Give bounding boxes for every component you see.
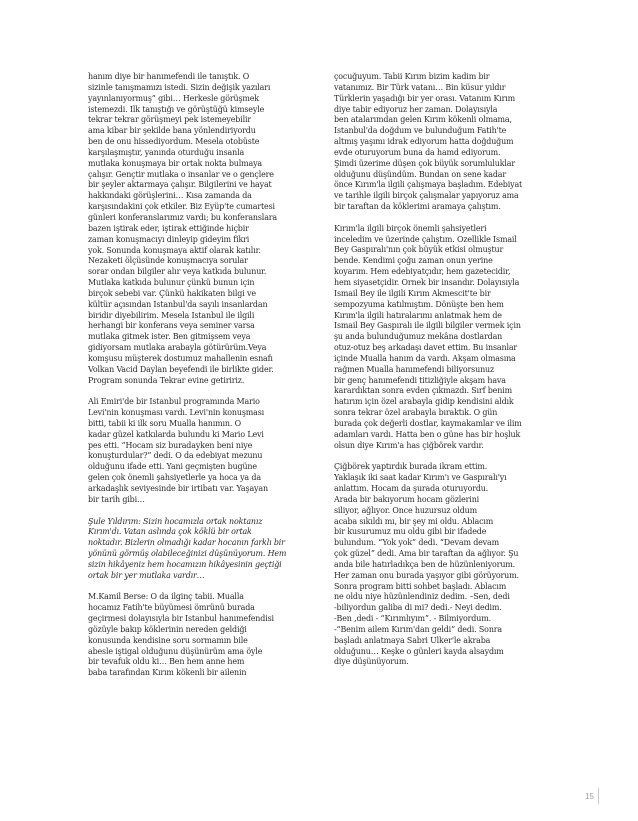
text-line: arkadaşlık seviyesinde bir irtibatı var. Yaşayan — [88, 484, 268, 494]
text-line: olduğunu düşündüm. Bundan on sene kadar — [334, 169, 507, 179]
text-line: şu anda bulunduğumuz mekâna dostlardan — [334, 332, 503, 342]
text-line: Bey Gaspıralı'nın çok büyük etkisi olmuştur — [334, 245, 504, 255]
text-line: kadar güzel katkılarda bulundu ki Mario Levi — [88, 429, 264, 439]
text-line: hakkındaki görüşlerini… Kısa zamanda da — [88, 191, 252, 201]
text-line: Kırım'la ilgili hatıralarımı anlatmak hem de — [334, 310, 502, 320]
text-line: diye düşünüyorum. — [334, 657, 409, 667]
text-line: inceledim ve üzerinde çalıştım. Özellikle İsmail — [334, 234, 517, 244]
text-line: hanım diye bir hanımefendi ile tanıştık. O — [88, 72, 250, 81]
text-line: bulundum. “Yok yok” dedi. “Devam devam — [334, 538, 499, 548]
text-line: olduğunu ifade etti. Yani geçmişten bugüne — [88, 462, 257, 472]
text-line: bir tevafuk oldu ki… Ben hem anne hem — [88, 657, 245, 667]
text-line: biridir diyebilirim. Mesela İstanbul ile ilgili — [88, 310, 255, 320]
text-line: önce Kırım'la ilgili çalışmaya başladım. Edebiyat — [334, 180, 523, 190]
text-line: bitti, tabii ki ilk soru Mualla hanımın. O — [88, 418, 241, 428]
text-line: konusunda kendisine soru sormamın bile — [88, 635, 248, 645]
paragraph — [88, 72, 308, 386]
text-line: pes etti. “Hocam siz buradayken beni niye — [88, 440, 253, 450]
text-line: herhangi bir konferans veya seminer varsa — [88, 321, 255, 331]
text-line: hocamız Fatih'te büyümesi ömrünü burada — [88, 603, 255, 613]
text-line: bir kusurumuz mu oldu gibi bir ifadede — [334, 527, 487, 537]
text-line: baba tarafından Kırım kökenli bir ailenin — [88, 668, 247, 678]
text-line: bir şeyler aktarmaya çalışır. Bilgilerini ve hayat — [88, 180, 272, 190]
text-line: sizin hikâyeniz hem hocamızın hikâyesinin geçtiği — [88, 559, 282, 569]
text-line: Program sonunda Tekrar evine getiririz. — [88, 375, 245, 385]
text-line: Kırım'dı. Vatan aslında çok köklü bir ortak — [88, 527, 252, 537]
text-line: gözüyle bakıp köklerinin nereden geldiği — [88, 624, 247, 634]
text-line: olduğunu… Keşke o günleri kayda alsaydım — [334, 646, 504, 656]
text-line: diye tabir ediyoruz her zaman. Dolayısıyla — [334, 104, 498, 114]
text-line: çocuğuyum. Tabii Kırım bizim kadim bir — [334, 72, 490, 81]
text-line: adamları vardı. Hatta ben o güne has bir hoşluk — [334, 429, 521, 439]
page-number: 15 — [585, 792, 594, 801]
text-line: istemezdi. İlk tanıştığı ve görüştüğü kimseyle — [88, 104, 265, 114]
text-line: karşısındakini çok etkiler. Biz Eyüp'te cumartesi — [88, 202, 275, 212]
text-line: bazen iştirak eder, iştirak ettiğinde hiçbir — [88, 223, 249, 233]
text-line: koyarım. Hem edebiyatçıdır, hem gazetecidir, — [334, 267, 511, 277]
text-line: gidiyorsam mutlaka arabayla götürürüm.Veya — [88, 343, 267, 353]
text-line: konuşturdular?” dedi. O da edebiyat mezunu — [88, 451, 263, 461]
text-line: çok güzel” dedi. Ama bir taraftan da ağlıyor. Şu — [334, 549, 519, 559]
page-number-divider — [598, 788, 599, 804]
text-line: anlattım. Hocam da şurada oturuyordu. — [334, 483, 489, 493]
paragraph — [88, 397, 308, 505]
text-line: komşusu müşterek dostumuz mahallenin esnafı — [88, 353, 273, 363]
paragraph — [88, 592, 308, 679]
text-line: sempozyuma katılmıştım. Dönüşte ben hem — [334, 299, 504, 309]
text-line: mutlaka gitmek ister. Ben gitmişsem veya — [88, 332, 251, 342]
text-line: bir tarih gibi… — [88, 494, 145, 504]
text-line: geçirmesi dolayısıyla bir İstanbul hanımefendisi — [88, 614, 274, 624]
text-line: Volkan Vacid Daylan beyefendi ile birlikte gider. — [88, 364, 274, 374]
text-line: mutlaka konuşmaya bir ortak nokta bulmaya — [88, 158, 263, 168]
text-line: olsun diye Kırım'a has çiğbörek vardır. — [334, 440, 484, 450]
text-line: vatanımız. Bir Türk vatanı… Bin küsur yıldır — [334, 82, 506, 92]
text-line: İsmail Bey ile ilgili Kırım Akmescit'te bir — [334, 288, 491, 298]
text-line: ama kibar bir şekilde bana yönlendiriyordu — [88, 126, 256, 136]
text-line: abesle iştigal olduğunu düşünürüm ama öyle — [88, 646, 263, 656]
text-line: bir taraftan da köklerimi aramaya çalıştım. — [334, 202, 501, 212]
text-line: Çiğbörek yaptırdık burada ikram ettim. — [334, 462, 488, 472]
text-line: bende. Kendimi çoğu zaman onun yerine — [334, 256, 493, 266]
text-line: hem siyasetçidir. Örnek bir insandır. Dolayısıyla — [334, 277, 520, 287]
text-line: sizinle tanışmamızı istedi. Sizin değişik yazıları — [88, 82, 271, 92]
text-line: Ali Emiri'de bir İstanbul programında Mario — [88, 397, 260, 407]
text-line: yayınlanıyormuş” gibi… Herkesle görüşmek — [88, 93, 259, 103]
text-line: ve tarihle ilgili birçok çalışmalar yapıyoruz ama — [334, 191, 519, 201]
text-line: Türklerin yaşadığı bir yer orası. Vatanım Kırım — [334, 93, 516, 103]
text-line: yönünü görmüş olabileceğinizi düşünüyorum. Hem — [88, 549, 287, 559]
text-line: başladı anlatmaya Sabri Ülker'le akraba — [334, 635, 491, 645]
text-line: çalışır. Gençtir mutlaka o insanlar ve o gençlere — [88, 169, 274, 179]
text-line: M.Kamil Berse: O da ilginç tabii. Mualla — [88, 592, 244, 602]
right-column — [334, 72, 554, 679]
paragraph — [334, 72, 554, 213]
text-line: bir genç hanımefendi titizliğiyle akşam hava — [334, 375, 506, 385]
text-line: Her zaman onu burada yaşıyor gibi görüyorum. — [334, 570, 519, 580]
text-line: karşılaşmıştır, yanında oturduğu insanla — [88, 147, 245, 157]
text-line: hatırım için özel arabayla gidip kendisini aldık — [334, 397, 514, 407]
text-line: Nezaketi ölçüsünde konuşmacıya sorular — [88, 256, 248, 266]
text-line: Kırım'la ilgili birçok önemli şahsiyetleri — [334, 223, 487, 233]
text-line: Şule Yıldırım: Sizin hocamızla ortak noktanız — [88, 516, 263, 526]
paragraph — [334, 224, 554, 452]
text-line: Arada bir bakıyorum hocam gözlerini — [334, 494, 480, 504]
text-line: zaman konuşmacıyı dinleyip gideyim fikri — [88, 234, 250, 244]
text-line: -biliyordun galiba di mi? dedi.- Neyi dedim. — [334, 603, 502, 613]
text-line: birçok sebebi var. Çünkü hakikaten bilgi ve — [88, 288, 256, 298]
text-line: acaba sıkıldı mı, bir şey mi oldu. Ablacım — [334, 516, 494, 526]
paragraph — [334, 462, 554, 668]
text-line: İstanbul'da doğdum ve bulunduğum Fatih'te — [334, 126, 507, 136]
text-line: ne oldu niye hüzünlendiniz dedim. –Sen, dedi — [334, 592, 510, 602]
text-line: yok. Sonunda konuşmaya aktif olarak katılır. — [88, 245, 261, 255]
text-line: rağmen Mualla hanımefendi biliyorsunuz — [334, 364, 495, 374]
text-line: tekrar tekrar görüşmeyi pek istemeyebilir — [88, 115, 252, 125]
text-line: otuz-otuz beş arkadaşı davet ettim. Bu insanlar — [334, 343, 518, 353]
text-line: ortak bir yer mutlaka vardır… — [88, 570, 205, 580]
text-line: burada çok değerli dostlar, kaymakamlar ve ilim — [334, 418, 522, 428]
text-line: evde oturuyorum buna da hamd ediyorum. — [334, 147, 501, 157]
text-line: -Ben ,dedi - “Kırımlıyım”. - Bilmiyordum. — [334, 614, 491, 624]
text-line: Mutlaka katkıda bulunur çünkü bunun için — [88, 278, 255, 288]
text-line: karardıktan sonra evden çıkmazdı. Sırf benim — [334, 386, 512, 396]
text-line: Levi'nin konuşması vardı. Levi'nin konuşması — [88, 408, 265, 418]
text-line: sonra tekrar özel arabayla bıraktık. O gün — [334, 408, 498, 418]
text-line: anda bile hatırladıkça ben de hüzünleniyorum. — [334, 559, 516, 569]
text-line: ben de onu hissediyordum. Mesela otobüste — [88, 137, 260, 147]
text-line: ben atalarımdan gelen Kırım kökenli olmama, — [334, 115, 512, 125]
text-line: Yaklaşık iki saat kadar Kırım'ı ve Gaspıralı'yı — [334, 473, 507, 483]
text-line: kültür açısından İstanbul'da sayılı insanlardan — [88, 299, 268, 309]
text-line: gelen çok önemli şahsiyetlerle ya hoca ya da — [88, 473, 261, 483]
text-line: siliyor, ağlıyor. Önce huzursuz oldum — [334, 505, 478, 515]
text-line: -“Benim ailem Kırım'dan geldi” dedi. Sonra — [334, 624, 503, 634]
text-line: İsmail Bey Gaspıralı ile ilgili bilgiler vermek için — [334, 321, 521, 331]
text-line: noktadır. Bizlerin olmadığı kadar hocanın farklı bir — [88, 538, 285, 548]
text-line: Sonra program bitti sohbet başladı. Ablacım — [334, 581, 507, 591]
text-line: günleri konferanslarımız vardı; bu konferanslara — [88, 212, 278, 222]
text-line: içinde Mualla hanım da vardı. Akşam olmasına — [334, 353, 516, 363]
text-line: Şimdi üzerime düşen çok büyük sorumluluklar — [334, 158, 516, 168]
interviewer-question — [88, 517, 308, 582]
left-column — [88, 72, 308, 690]
text-line: altmış yaşımı idrak ediyorum hatta doğduğum — [334, 137, 514, 147]
text-line: sorar ondan bilgiler alır veya katkıda bulunur. — [88, 267, 267, 277]
